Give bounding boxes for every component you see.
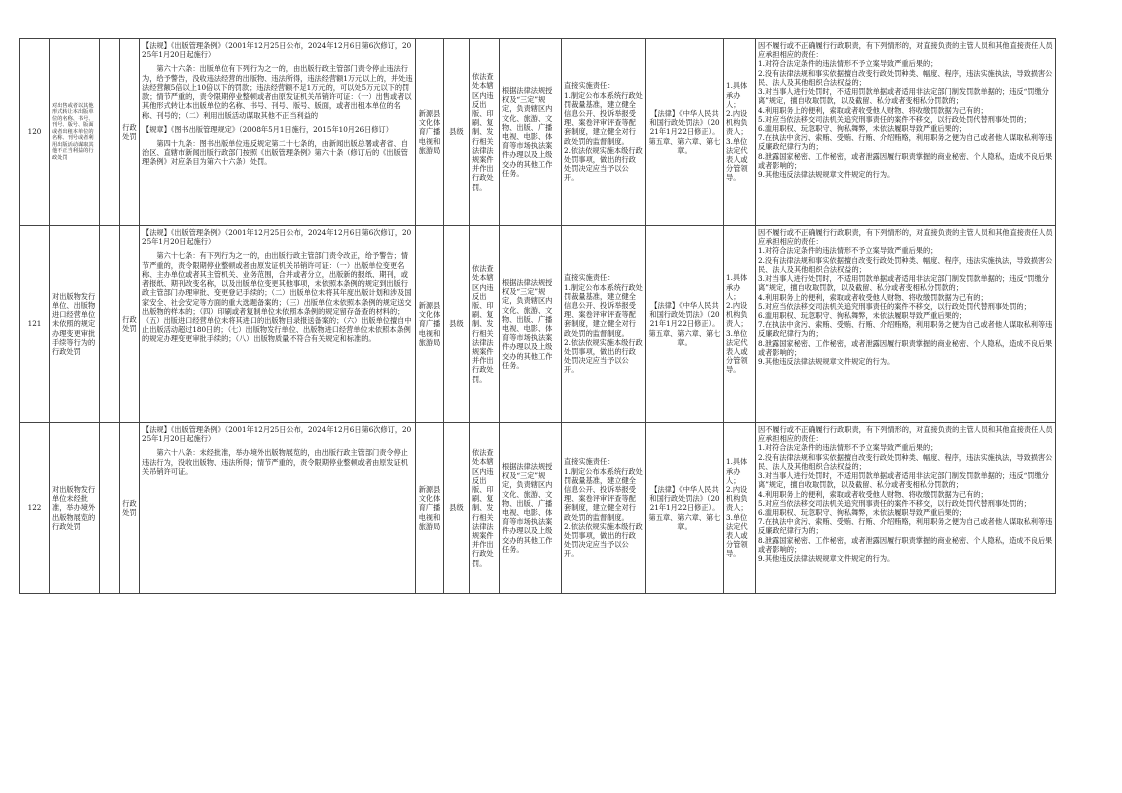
liability-line: 因不履行或不正确履行行政职责，有下列情形的，对直接负责的主管人员和其他直接责任人员应承担相应的责任： [758,425,1053,444]
liability-line: 2.没有法律法规和事实依据擅自改变行政处罚种类、幅度、程序，违法实施执法，导致损害公民、法人及其他组织合法权益的； [758,255,1053,274]
liability-line: 9.其他违反法律法规规章文件规定的行为。 [758,357,895,367]
responsible-subjects: 1.具体承办人； 2.内设机构负责人； 3.单位法定代表人或分管领导。 [724,423,756,594]
basis-paragraph: 【法规】《出版管理条例》（2001年12月25日公布，2024年12月6日第6次修订，2025年1月20日起施行） [142,228,412,247]
liability-line: 7.在执法中贪污、索贿、受贿、行贿、介绍贿赂，利用职务之便为自己或者他人谋取私利等违反廉政纪律行为的； [758,320,1053,339]
basis-paragraph: 【法规】《出版管理条例》（2001年12月25日公布，2024年12月6日第6次修订，2025年1月20日起施行） [142,41,412,60]
basis-paragraph: 第六十六条：出版单位有下列行为之一的，由出版行政主管部门责令停止违法行为，给予警告，没收违法经营的出版物、违法所得，违法经营额1万元以上的，并处违法经营额5倍以上10倍以下的罚款；违法经营额不足1万元的，可以处5万元以下的罚款；情节严重的，责令限期停业整顿或者由原发证机关吊销许可证：（一）出售或者以其他形式转让本出版单位的名称、书号、刊号、版号、版面，或者出租本单位的名称、刊号的；（二）利用出版活动谋取其他不正当利益的 [142,64,413,120]
liability-line: 3.对当事人进行处罚时，不适用罚款单据或者适用非法定部门制发罚款单据的；违反“罚缴分离”规定，擅自收取罚款，以及截留、私分或者变相私分罚款的； [758,274,1049,293]
item-number: 120 [20,39,50,226]
liability-line: 4.利用职务上的便利，索取或者收受他人财物、将收缴罚款据为己有的； [758,292,988,302]
power-type: 行政处罚 [120,39,140,226]
liability-line: 3.对当事人进行处罚时，不适用罚款单据或者适用非法定部门制发罚款单据的；违反“罚缴分离”规定，擅自收取罚款，以及截留、私分或者变相私分罚款的； [758,87,1049,106]
liability-clauses [756,423,1056,594]
basis-paragraph: 【法规】《出版管理条例》（2001年12月25日公布，2024年12月6日第6次修订，2025年1月20日起施行） [142,425,412,444]
power-content: 依法查处本辖区内违反出版、印刷、复制、发行相关法律法规案件并作出行政处罚。 [470,226,500,423]
administrative-level: 县级 [444,423,470,594]
responsibility-basis: 根据法律法规授权及“三定”规定，负责辖区内文化、旅游、文物、出版、广播电视、电影、体育等市场执法案件办理以及上级交办的其他工作任务。 [500,39,562,226]
power-content: 依法查处本辖区内违反出版、印刷、复制、发行相关法律法规案件并作出行政处罚。 [470,423,500,594]
basis-paragraph: 第六十八条：未经批准，举办境外出版物展览的，由出版行政主管部门责令停止违法行为，没收出版物、违法所得；情节严重的，责令限期停业整顿或者由原发证机关吊销许可证。 [142,448,408,476]
liability-line: 2.没有法律法规和事实依据擅自改变行政处罚种类、幅度、程序，违法实施执法，导致损害公民、法人及其他组织合法权益的； [758,452,1053,471]
power-content: 依法查处本辖区内违反出版、印刷、复制、发行相关法律法规案件并作出行政处罚。 [470,39,500,226]
item-name: 对出版物发行单位未经批准，举办境外出版物展览的行政处罚 [50,423,100,594]
liability-clauses [756,226,1056,423]
responsibility-basis: 根据法律法规授权及“三定”规定，负责辖区内文化、旅游、文物、出版、广播电视、电影、体育等市场执法案件办理以及上级交办的其他工作任务。 [500,226,562,423]
responsible-subjects: 1.具体承办人； 2.内设机构负责人； 3.单位法定代表人或分管领导。 [724,39,756,226]
responsibility-items: 直接实施责任： 1.制定公布本系统行政处罚裁量基准，建立健全信息公开、投诉举报受理、案卷评审评查等配套制度，建立健全对行政处罚的监督制度。 2.依法依规实施本级行政处罚事项，做出的行政处罚决定应当予以公开。 [562,423,646,594]
administrative-level: 县级 [444,39,470,226]
liability-line: 4.利用职务上的便利，索取或者收受他人财物、将收缴罚款据为己有的； [758,489,988,499]
table-row [20,423,1056,594]
responsible-subjects: 1.具体承办人； 2.内设机构负责人； 3.单位法定代表人或分管领导。 [724,226,756,423]
liability-line: 因不履行或不正确履行行政职责，有下列情形的，对直接负责的主管人员和其他直接责任人员应承担相应的责任： [758,41,1053,60]
liability-line: 5.对应当依法移交司法机关追究刑事责任的案件不移交，以行政处罚代替刑事处罚的； [758,498,1031,508]
liability-line: 6.滥用职权、玩忽职守、徇私舞弊，未依法履职导致严重后果的； [758,310,967,320]
liability-line: 7.在执法中贪污、索贿、受贿、行贿、介绍贿赂，利用职务之便为自己或者他人谋取私利等违反廉政纪律行为的； [758,517,1053,536]
legal-basis [140,226,416,423]
accountability-law: 【法律】《中华人民共和国行政处罚法》（2021年1月22日修正）。 第五章、第六章、第七章。 [646,39,724,226]
basis-paragraph: 第六十七条：有下列行为之一的，由出版行政主管部门责令改正，给予警告；情节严重的，责令限期停业整顿或者由原发证机关吊销许可证：（一）出版单位变更名称、主办单位或者其主管机关、业务范围，合并或者分立，出版新的报纸、期刊，或者报纸、期刊改变名称，以及出版单位变更其他事项，未依照本条例的规定到出版行政主管部门办理审批、变更登记手续的；（二）出版单位未将其年度出版计划和涉及国家安全、社会安定等方面的重大选题备案的；（三）出版单位未依照本条例的规定送交出版物的样本的；（四）印刷或者复制单位未依照本条例的规定留存备查的材料的；（五）出版进口经营单位未将其进口的出版物目录报送备案的；（六）出版单位擅自中止出版活动超过180日的；（七）出版物发行单位、出版物进口经营单位未依照本条例的规定办理变更审批手续的；（八）出版物质量不符合有关规定和标准的。 [142,251,412,344]
item-number: 121 [20,226,50,423]
administrative-level: 县级 [444,226,470,423]
accountability-law: 【法律】《中华人民共和国行政处罚法》（2021年1月22日修正）。 第五章、第六章、第七章。 [646,226,724,423]
implementing-department: 新源县文化体育广播电视和旅游局 [416,226,444,423]
liability-line: 7.在执法中贪污、索贿、受贿、行贿、介绍贿赂，利用职务之便为自己或者他人谋取私利等违反廉政纪律行为的； [758,133,1053,152]
liability-line: 8.泄露国家秘密、工作秘密，或者泄露因履行职责掌握的商业秘密、个人隐私，造成不良后果或者影响的； [758,338,1053,357]
liability-line: 因不履行或不正确履行行政职责，有下列情形的，对直接负责的主管人员和其他直接责任人员应承担相应的责任： [758,228,1053,247]
power-type: 行政处罚 [120,423,140,594]
liability-line: 2.没有法律法规和事实依据擅自改变行政处罚种类、幅度、程序，违法实施执法，导致损害公民、法人及其他组织合法权益的； [758,68,1053,87]
accountability-law: 【法律】《中华人民共和国行政处罚法》（2021年1月22日修正）。 第五章、第六章、第七章。 [646,423,724,594]
liability-line: 1.对符合法定条件的违法情形不予立案导致严重后果的； [758,59,938,69]
liability-line: 1.对符合法定条件的违法情形不予立案导致严重后果的； [758,246,938,256]
liability-line: 3.对当事人进行处罚时，不适用罚款单据或者适用非法定部门制发罚款单据的；违反“罚缴分离”规定，擅自收取罚款，以及截留、私分或者变相私分罚款的； [758,471,1049,490]
empty-cell [100,423,120,594]
power-list-table [19,38,1056,594]
liability-line: 8.泄露国家秘密、工作秘密，或者泄露因履行职责掌握的商业秘密、个人隐私，造成不良后果或者影响的； [758,151,1053,170]
empty-cell [100,226,120,423]
liability-clauses [756,39,1056,226]
liability-line: 6.滥用职权、玩忽职守、徇私舞弊，未依法履职导致严重后果的； [758,123,967,133]
basis-paragraph: 【规章】《图书出版管理规定》（2008年5月1日施行，2015年10月26日修订） [142,124,393,134]
item-name: 对出版物发行单位、出版物进口经营单位未依照的规定办理变更审批手续等行为的行政处罚 [50,226,100,423]
table-row [20,226,1056,423]
liability-line: 6.滥用职权、玩忽职守、徇私舞弊，未依法履职导致严重后果的； [758,507,967,517]
liability-line: 9.其他违反法律法规规章文件规定的行为。 [758,554,895,564]
liability-line: 5.对应当依法移交司法机关追究刑事责任的案件不移交，以行政处罚代替刑事处罚的； [758,301,1031,311]
liability-line: 8.泄露国家秘密、工作秘密，或者泄露因履行职责掌握的商业秘密、个人隐私，造成不良后果或者影响的； [758,535,1053,554]
basis-paragraph: 第四十九条：图书出版单位违反规定第二十七条的，由新闻出版总署或者省、自治区、直辖市新闻出版行政部门按照《出版管理条例》第六十条（修订后的《出版管理条例》对应条目为第六十六条）处罚。 [142,138,408,167]
table-row [20,39,1056,226]
power-type: 行政处罚 [120,226,140,423]
implementing-department: 新源县文化体育广播电视和旅游局 [416,423,444,594]
legal-basis [140,423,416,594]
item-name: 对出售或者以其他形式转让本出版单位的名称、书号、刊号、版号、版面或者出租本单位的名称、刊号或者利用出版活动谋取其他不正当利益的行政处罚 [50,39,100,226]
liability-line: 1.对符合法定条件的违法情形不予立案导致严重后果的； [758,443,938,453]
responsibility-items: 直接实施责任： 1.制定公布本系统行政处罚裁量基准，建立健全信息公开、投诉举报受理、案卷评审评查等配套制度，建立健全对行政处罚的监督制度。 2.依法依规实施本级行政处罚事项，做出的行政处罚决定应当予以公开。 [562,39,646,226]
responsibility-basis: 根据法律法规授权及“三定”规定，负责辖区内文化、旅游、文物、出版、广播电视、电影、体育等市场执法案件办理以及上级交办的其他工作任务。 [500,423,562,594]
implementing-department: 新源县文化体育广播电视和旅游局 [416,39,444,226]
liability-line: 4.利用职务上的便利，索取或者收受他人财物、将收缴罚款据为己有的； [758,105,988,115]
responsibility-items: 直接实施责任： 1.制定公布本系统行政处罚裁量基准，建立健全信息公开、投诉举报受理、案卷评审评查等配套制度，建立健全对行政处罚的监督制度。 2.依法依规实施本级行政处罚事项，做出的行政处罚决定应当予以公开。 [562,226,646,423]
empty-cell [100,39,120,226]
liability-line: 5.对应当依法移交司法机关追究刑事责任的案件不移交，以行政处罚代替刑事处罚的； [758,114,1031,124]
item-number: 122 [20,423,50,594]
legal-basis [140,39,416,226]
liability-line: 9.其他违反法律法规规章文件规定的行为。 [758,170,895,180]
